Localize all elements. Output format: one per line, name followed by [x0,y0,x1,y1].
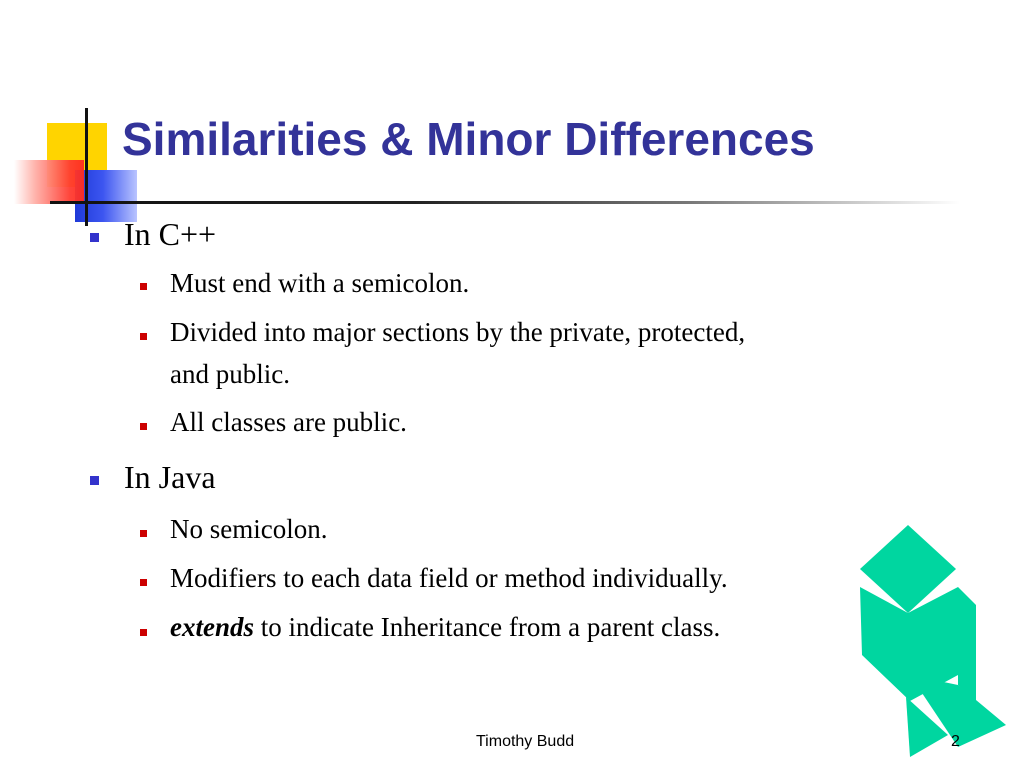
decor-vertical-line [85,108,88,226]
tangram-arm [958,587,976,703]
list-item-extends [170,612,720,643]
title-underline [50,201,960,204]
keyword-extends: extends [170,612,254,642]
section-heading-java: In Java [124,459,216,495]
page-number: 2 [951,733,960,750]
footer-author: Timothy Budd [476,733,575,750]
sub-bullet-icon [140,530,147,537]
sub-bullet-icon [140,333,147,340]
sub-bullet-icon [140,629,147,636]
tangram-figure-icon [848,525,1010,757]
sub-bullet-icon [140,579,147,586]
bullet-square-icon [90,476,99,485]
list-item: All classes are public. [170,407,407,437]
list-item-rest: to indicate Inheritance from a parent class. [254,612,721,642]
list-item: Divided into major sections by the private, protected, [170,317,746,347]
list-item-continuation: and public. [170,359,290,389]
sub-bullet-icon [140,423,147,430]
list-item: Must end with a semicolon. [170,268,470,298]
list-item: No semicolon. [170,514,328,544]
bullet-square-icon [90,233,99,242]
decor-red-block [14,160,84,204]
slide-title: Similarities & Minor Differences [122,113,815,165]
section-heading-cpp: In C++ [124,216,217,252]
list-item: Modifiers to each data field or method individually. [170,563,728,593]
sub-bullet-icon [140,283,147,290]
